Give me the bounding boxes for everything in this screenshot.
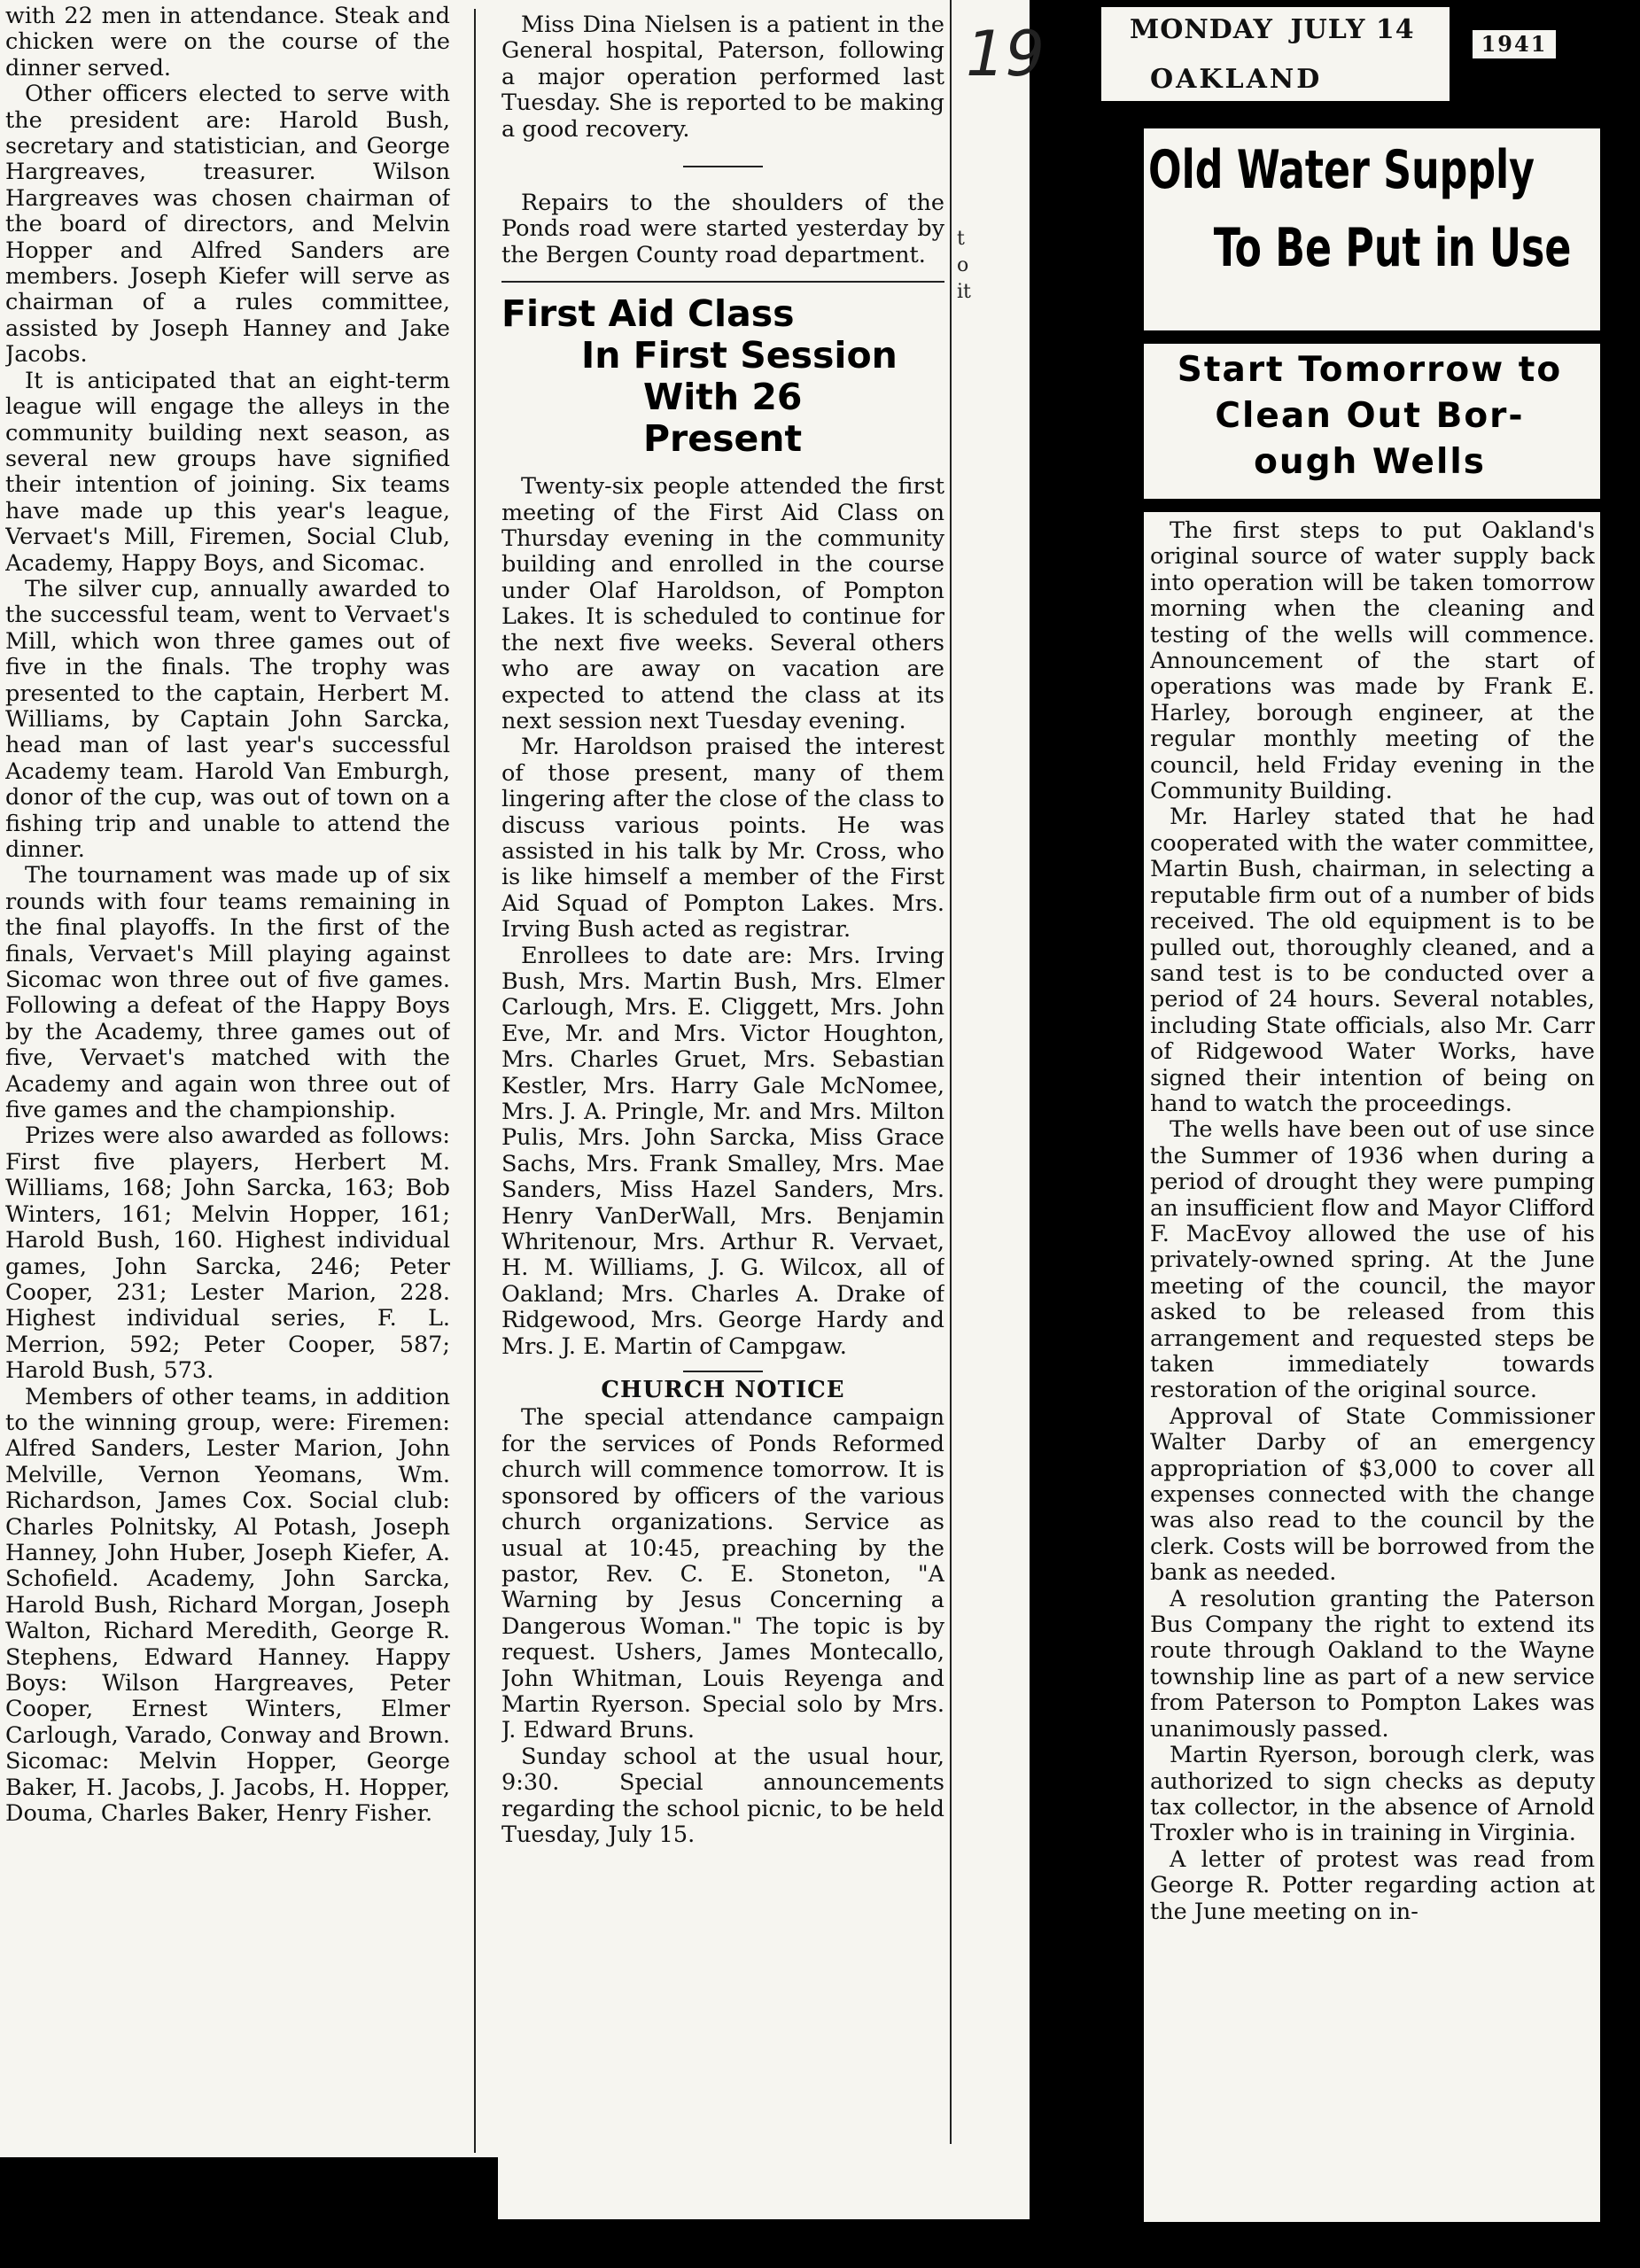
- headline-line: In First Session: [581, 334, 898, 377]
- article-paragraph: Enrollees to date are: Mrs. Irving Bush, Mrs. Martin Bush, Mrs. Elmer Carlough, Mrs. E. Cliggett, Mrs. John Eve, Mr. and Mrs. Victor Houghton, Mrs. Charles Gruet, Mrs. Sebastian Kestler, Mrs. Harry Gale McNomee, Mrs. J. A. Pringle, Mr. and Mrs. Milton Pulis, Mrs. John Sarcka, Miss Grace Sachs, Mrs. Frank Smalley, Mrs. Mae Sanders, Miss Hazel Sanders, Mrs. Henry VanDerWall, Mrs. Benjamin Whritenour, Mrs. Arthur R. Vervaet, H. M. Williams, J. G. Wilcox, all of Oakland; Mrs. Charles A. Drake of Ridgewood, Mrs. George Hardy and Mrs. J. E. Martin of Campgaw.: [501, 942, 944, 1360]
- first-aid-headline: [501, 293, 944, 460]
- handwritten-page-number: 19: [966, 18, 1045, 90]
- column-rule: [950, 0, 952, 2144]
- article-paragraph: A resolution granting the Paterson Bus Company the right to extend its route through Oakland to the Wayne township line as part of a new service from Paterson to Pompton Lakes was unanimously passed.: [1150, 1585, 1595, 1743]
- church-paragraph: Sunday school at the usual hour, 9:30. Special announcements regarding the school picnic, to be held Tuesday, July 15.: [501, 1743, 944, 1848]
- article-paragraph: Mr. Haroldson praised the interest of those present, many of them lingering after the close of the class to discuss various points. He was assisted in his talk by Mr. Cross, who is like himself a member of the First Aid Squad of Pompton Lakes. Mrs. Irving Bush acted as registrar.: [501, 734, 944, 944]
- article-paragraph: Mr. Harley stated that he had cooperated with the water committee, Martin Bush, chairman, in selecting a reputable firm out of a number of bids received. The old equipment is to be pulled out, thoroughly cleaned, and a sand test is to be conducted over a period of 24 hours. Several notables, including State officials, also Mr. Carr of Ridgewood Water Works, have signed their intention of being on hand to watch the proceedings.: [1150, 804, 1595, 1117]
- article-paragraph: It is anticipated that an eight-term league will engage the alleys in the community building next season, as several new groups have signified their intention of joining. Six teams have made up this year's league, Vervaet's Mill, Firemen, Social Club, Academy, Happy Boys, and Sicomac.: [5, 367, 450, 577]
- article-paragraph: The first steps to put Oakland's original source of water supply back into operation will be taken tomorrow morning when the cleaning and testing of the wells will commence. Announcement of the start of operations was made by Frank E. Harley, borough engineer, at the regular monthly meeting of the council, held Friday evening in the Community Building.: [1150, 518, 1595, 805]
- column-rule: [474, 9, 476, 2153]
- bowling-article-column: [5, 4, 450, 2156]
- dateline-year-box: 1941: [1473, 30, 1556, 58]
- brief-paragraph: Repairs to the shoulders of the Ponds road were started yesterday by the Bergen County road department.: [501, 190, 944, 268]
- article-paragraph: The wells have been out of use since the Summer of 1936 when during a period of drought they were pumping an insufficient flow and Mayor Clifford F. MacEvoy allowed the use of his privately-owned spring. At the June meeting of the council, the mayor asked to be released from this arrangement and requested steps be taken immediately towards restoration of the original source.: [1150, 1116, 1595, 1404]
- wells-subhead: [1148, 347, 1591, 485]
- headline-line: Old Water Supply: [1148, 139, 1535, 201]
- article-paragraph: with 22 men in attendance. Steak and chicken were on the course of the dinner served.: [5, 4, 450, 82]
- article-paragraph: Twenty-six people attended the first meeting of the First Aid Class on Thursday evening in the community building and enrolled in the course under Olaf Haroldson, of Pompton Lakes. It is scheduled to continue for the next five weeks. Several others who are away on vacation are expected to attend the class at its next session next Tuesday evening.: [501, 473, 944, 734]
- dateline-month-day: JULY 14: [1290, 14, 1415, 45]
- article-paragraph: Prizes were also awarded as follows: First five players, Herbert M. Williams, 168; John Sarcka, 163; Bob Winters, 161; Melvin Hopper, 161; Harold Bush, 160. Highest individual games, John Sarcka, 246; Peter Cooper, 231; Lester Marion, 228. Highest individual series, F. L. Merrion, 592; Peter Cooper, 587; Harold Bush, 573.: [5, 1122, 450, 1385]
- subhead-line: ough Wells: [1254, 442, 1486, 482]
- headline-line: To Be Put in Use: [1213, 217, 1572, 279]
- headline-line: First Aid Class: [501, 292, 795, 336]
- dateline-box: [1101, 7, 1450, 101]
- dateline-place: OAKLAND: [1150, 64, 1323, 95]
- section-divider: [683, 1371, 763, 1372]
- church-paragraph: The special attendance campaign for the services of Ponds Reformed church will commence tomorrow. It is sponsored by officers of the various church organizations. Service as usual at 10:45, preaching by the pastor, Rev. C. E. Stoneton, "A Warning by Jesus Concerning a Dangerous Woman." The topic is by request. Ushers, James Montecallo, John Whitman, Louis Reyenga and Martin Ryerson. Special solo by Mrs. J. Edward Bruns.: [501, 1404, 944, 1744]
- article-paragraph: A letter of protest was read from George R. Potter regarding action at the June meeting on in-: [1150, 1845, 1595, 1925]
- article-paragraph: Members of other teams, in addition to the winning group, were: Firemen: Alfred Sanders, Lester Marion, John Melville, Vernon Yeomans, Wm. Richardson, James Cox. Social club: Charles Polnitsky, Al Potash, Joseph Hanney, John Huber, Joseph Kiefer, A. Schofield. Academy, John Sarcka, Harold Bush, Richard Morgan, Joseph Walton, Richard Meredith, George R. Stephens, Edward Hanney. Happy Boys: Wilson Hargreaves, Peter Cooper, Ernest Winters, Elmer Carlough, Varado, Conway and Brown. Sicomac: Melvin Hopper, George Baker, H. Jacobs, J. Jacobs, H. Hopper, Douma, Charles Baker, Henry Fisher.: [5, 1383, 450, 1828]
- article-paragraph: Approval of State Commissioner Walter Darby of an emergency appropriation of $3,000 to cover all expenses connected with the change was also read to the council by the clerk. Costs will be borrowed from the bank as needed.: [1150, 1402, 1595, 1587]
- subhead-line: Clean Out Bor-: [1215, 396, 1525, 436]
- subhead-line: Start Tomorrow to: [1177, 350, 1563, 390]
- headline-line: With 26 Present: [643, 376, 803, 461]
- headline-divider: [501, 281, 944, 286]
- water-supply-column: [1150, 518, 1595, 2215]
- article-paragraph: The silver cup, annually awarded to the successful team, went to Vervaet's Mill, which won three games out of five in the finals. The trophy was presented to the captain, Herbert M. Williams, by Captain John Sarcka, head man of last year's successful Academy team. Harold Van Emburgh, donor of the cup, was out of town on a fishing trip and unable to attend the dinner.: [5, 575, 450, 863]
- dateline-day: MONDAY: [1130, 14, 1273, 45]
- brief-paragraph: Miss Dina Nielsen is a patient in the General hospital, Paterson, following a major operation performed last Tuesday. She is reported to be making a good recovery.: [501, 12, 944, 143]
- church-notice-heading: CHURCH NOTICE: [601, 1377, 845, 1404]
- article-paragraph: Martin Ryerson, borough clerk, was authorized to sign checks as deputy tax collector, in the absence of Arnold Troxler who is in training in Virginia.: [1150, 1742, 1595, 1847]
- article-paragraph: Other officers elected to serve with the president are: Harold Bush, secretary and statistician, and George Hargreaves, treasurer. Wilson Hargreaves was chosen chairman of the board of directors, and Melvin Hopper and Alfred Sanders are members. Joseph Kiefer will serve as chairman of a rules committee, assisted by Joseph Hanney and Jake Jacobs.: [5, 81, 450, 369]
- first-aid-column: [501, 12, 944, 1997]
- water-supply-headline: [1148, 131, 1572, 287]
- article-paragraph: The tournament was made up of six rounds with four teams remaining in the final playoffs. In the first of the finals, Vervaet's Mill playing against Sicomac won three out of five games. Following a defeat of the Happy Boys by the Academy, three games out of five, Vervaet's matched with the Academy and again won three out of five games and the championship.: [5, 862, 450, 1124]
- brief-divider: [683, 166, 763, 167]
- edge-fragment-a: t o it: [957, 228, 971, 303]
